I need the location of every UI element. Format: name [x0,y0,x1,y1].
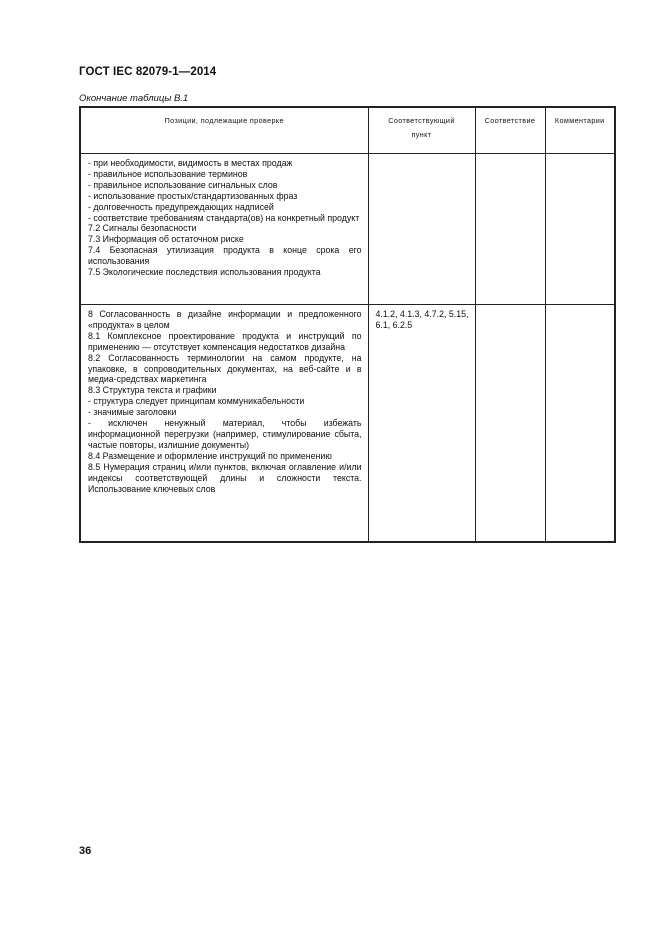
list-item: 7.4 Безопасная утилизация продукта в конце срока его использования [88,245,362,267]
list-item: 7.2 Сигналы безопасности [88,223,197,234]
list-item: - использование простых/стандартизованных фраз [88,190,298,201]
column-header-items: Позиции, подлежащие проверке [80,107,368,154]
page-number: 36 [79,845,92,857]
comments-cell [545,154,615,305]
list-item: 8.3 Структура текста и графики [88,385,217,396]
list-item: 7.3 Информация об остаточном риске [88,234,244,245]
items-cell [80,305,368,542]
ref-cell: 4.1.2, 4.1.3, 4.7.2, 5.15, 6.1, 6.2.5 [368,305,475,542]
column-header-comments: Комментарии [545,107,615,154]
list-item: - при необходимости, видимость в местах продаж [88,158,293,168]
column-header-compliance: Соответствие [475,107,545,154]
compliance-cell [475,305,545,542]
list-item: - структура следует принципам коммуникабельности [88,396,305,407]
table-header-row [80,107,615,154]
list-item: 8.2 Согласованность терминологии на самом продукте, на упаковке, в сопроводительных документах, на веб-сайте и в медиа-средствах маркетинга [88,352,362,385]
list-item: - значимые заголовки [88,407,177,418]
items-cell [80,154,368,305]
table-caption: Окончание таблицы В.1 [79,93,189,104]
list-item: - правильное использование терминов [88,168,248,179]
ref-cell [368,154,475,305]
table-row [80,305,615,542]
document-code: ГОСТ IEC 82079-1—2014 [79,66,217,78]
column-header-ref: Соответствующий пункт [368,107,475,154]
list-item: 8.5 Нумерация страниц и/или пунктов, включая оглавление и/или индексы соответствующей длины и сложности текста. Использование ключевых слов [88,461,362,494]
list-item: 8 Согласованность в дизайне информации и предложенного «продукта» в целом [88,309,362,330]
list-item: - правильное использование сигнальных слов [88,179,278,190]
list-item: 8.1 Комплексное проектирование продукта и инструкций по применению — отсутствует компенсация недостатков дизайна [88,330,362,352]
compliance-cell [475,154,545,305]
comments-cell [545,305,615,542]
table-row [80,154,615,305]
list-item: - долговечность предупреждающих надписей [88,201,274,212]
checklist-table [79,106,616,543]
list-item: 7.5 Экологические последствия использования продукта [88,267,321,278]
list-item: - соответствие требованиям стандарта(ов) на конкретный продукт [88,212,360,223]
list-item: 8.4 Размещение и оформление инструкций по применению [88,450,332,461]
list-item: - исключен ненужный материал, чтобы избежать информационной перегрузки (например, стимулирование сбыта, частые повторы, излишние документы) [88,418,362,450]
